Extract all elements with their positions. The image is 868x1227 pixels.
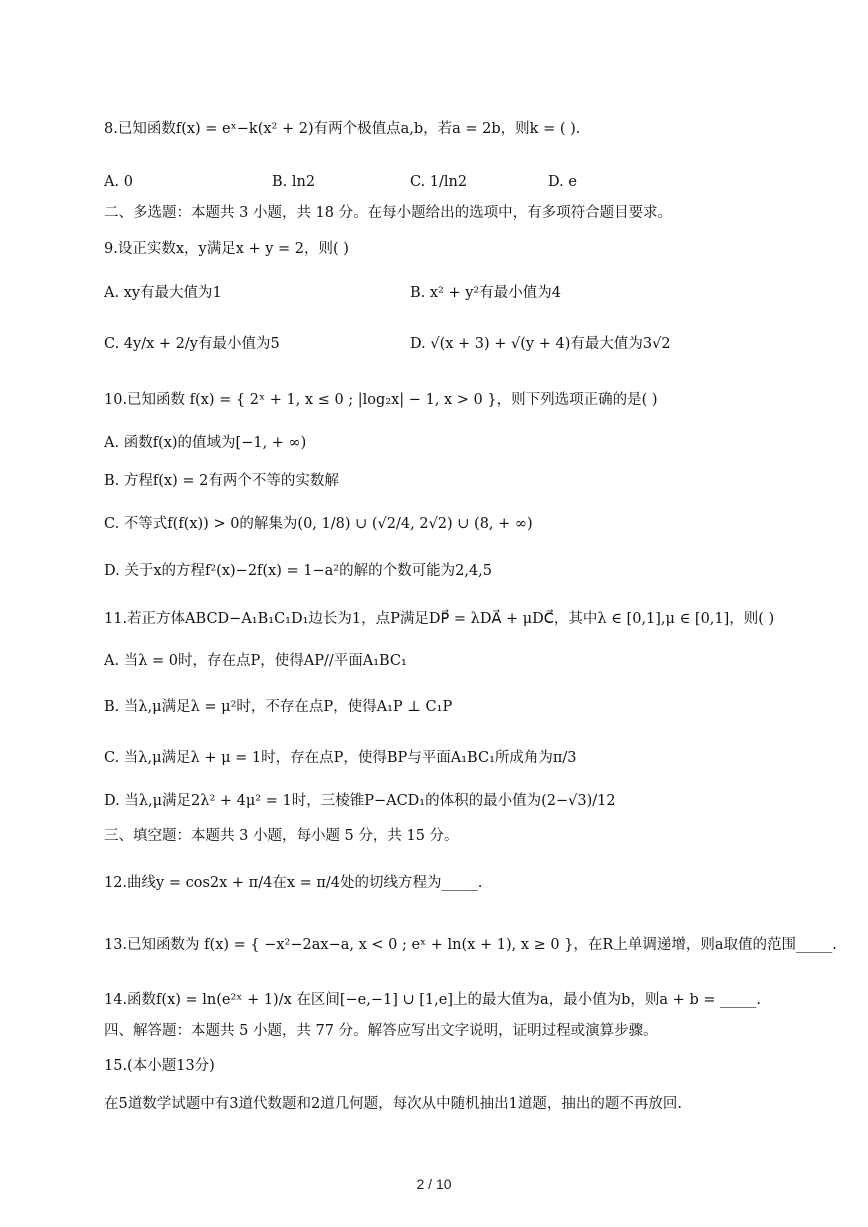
q9-option-c: C. 4y/x + 2/y有最小值为5 — [104, 336, 280, 352]
q10-stem: 10.已知函数 f(x) = { 2ˣ + 1, x ≤ 0 ; |log₂x| − 1, x > 0 }，则下列选项正确的是( ) — [104, 392, 658, 408]
page-number: 2 / 10 — [416, 1176, 452, 1192]
q10-option-c: C. 不等式f(f(x)) > 0的解集为(0, 1/8) ∪ (√2/4, 2√2) ∪ (8, + ∞) — [104, 516, 533, 532]
q9-option-a: A. xy有最大值为1 — [104, 285, 222, 301]
q10-option-a: A. 函数f(x)的值域为[−1, + ∞) — [104, 435, 307, 451]
q13-text: 13.已知函数为 f(x) = { −x²−2ax−a, x < 0 ; eˣ + ln(x + 1), x ≥ 0 }，在R上单调递增，则a取值的范围_____. — [104, 937, 837, 953]
q11-stem: 11.若正方体ABCD−A₁B₁C₁D₁边长为1，点P满足DP⃗ = λDA⃗ + μDC⃗，其中λ ∈ [0,1],μ ∈ [0,1]，则( ) — [104, 611, 775, 627]
q15-heading: 15.(本小题13分) — [104, 1058, 215, 1074]
q11-option-c: C. 当λ,μ满足λ + μ = 1时，存在点P，使得BP与平面A₁BC₁所成角为π/3 — [104, 750, 577, 766]
q8-option-c: C. 1/ln2 — [410, 174, 468, 190]
section-3-heading: 三、填空题：本题共 3 小题，每小题 5 分，共 15 分。 — [104, 828, 459, 844]
q8-option-a: A. 0 — [104, 174, 133, 190]
q8-option-b: B. ln2 — [272, 174, 316, 190]
q11-option-d: D. 当λ,μ满足2λ² + 4μ² = 1时，三棱锥P−ACD₁的体积的最小值为(2−√3)/12 — [104, 793, 616, 809]
section-2-heading: 二、多选题：本题共 3 小题，共 18 分。在每小题给出的选项中，有多项符合题目要求。 — [104, 205, 673, 221]
q9-option-b: B. x² + y²有最小值为4 — [410, 285, 561, 301]
q15-body: 在5道数学试题中有3道代数题和2道几何题，每次从中随机抽出1道题，抽出的题不再放回. — [104, 1096, 683, 1112]
section-4-heading: 四、解答题：本题共 5 小题，共 77 分。解答应写出文字说明，证明过程或演算步骤。 — [104, 1023, 658, 1039]
q14-text: 14.函数f(x) = ln(e²ˣ + 1)/x 在区间[−e,−1] ∪ [1,e]上的最大值为a，最小值为b，则a + b = _____. — [104, 992, 761, 1008]
q10-option-d: D. 关于x的方程f²(x)−2f(x) = 1−a²的解的个数可能为2,4,5 — [104, 563, 493, 579]
q8-option-d: D. e — [548, 174, 577, 190]
q11-option-b: B. 当λ,μ满足λ = μ²时，不存在点P，使得A₁P ⊥ C₁P — [104, 699, 453, 715]
q9-stem: 9.设正实数x，y满足x + y = 2，则( ) — [104, 241, 349, 257]
q9-option-d: D. √(x + 3) + √(y + 4)有最大值为3√2 — [410, 336, 671, 352]
q11-option-a: A. 当λ = 0时，存在点P，使得AP//平面A₁BC₁ — [104, 653, 407, 669]
q8-stem: 8.已知函数f(x) = eˣ−k(x² + 2)有两个极值点a,b，若a = 2b，则k = ( ). — [104, 121, 581, 137]
q12-text: 12.曲线y = cos2x + π/4在x = π/4处的切线方程为_____. — [104, 875, 483, 891]
q10-option-b: B. 方程f(x) = 2有两个不等的实数解 — [104, 473, 339, 489]
